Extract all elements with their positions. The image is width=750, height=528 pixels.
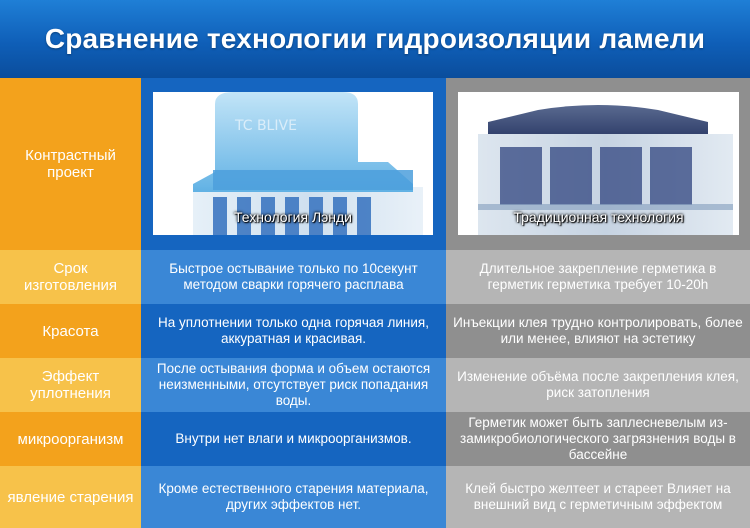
row-label-production-time: Срок изготовления [0,250,141,304]
header-banner [0,0,750,78]
row-label-aging: явление старения [0,466,141,528]
traditional-beauty: Инъекции клея трудно контролировать, более или менее, влияют на эстетику [446,304,750,358]
row-label-sealing-effect: Эффект уплотнения [0,358,141,412]
landi-aging: Кроме естественного старения материала, других эффектов нет. [141,466,446,528]
landi-photo-caption: Технология Лэнди [233,209,352,225]
landi-microorganism: Внутри нет влаги и микроорганизмов. [141,412,446,466]
row-label-beauty: Красота [0,304,141,358]
comparison-table [0,78,750,528]
traditional-production-time: Длительное закрепление герметика в герметик герметика требует 10-20h [446,250,750,304]
landi-sealing-effect: После остывания форма и объем остаются неизменными, отсутствует риск попадания воды. [141,358,446,412]
landi-production-time: Быстрое остывание только по 10секунт методом сварки горячего расплава [141,250,446,304]
row-label-microorganism: микроорганизм [0,412,141,466]
landi-beauty: На уплотнении только одна горячая линия, аккуратная и красивая. [141,304,446,358]
landi-stamp-text: TC BLIVE [235,118,297,134]
page-title: Сравнение технологии гидроизоляции ламели [44,23,706,54]
traditional-microorganism: Герметик может быть заплесневелым из-замикробиологического загрязнения воды в бассейне [446,412,750,466]
traditional-photo-caption: Традиционная технология [513,209,684,225]
landi-photo [153,92,433,235]
traditional-sealing-effect: Изменение объёма после закрепления клея, риск затопления [446,358,750,412]
traditional-aging: Клей быстро желтеет и стареет Влияет на внешний вид с герметичным эффектом [446,466,750,528]
row-label-contrast-project: Контрастный проект [0,78,141,250]
traditional-photo [458,92,739,235]
